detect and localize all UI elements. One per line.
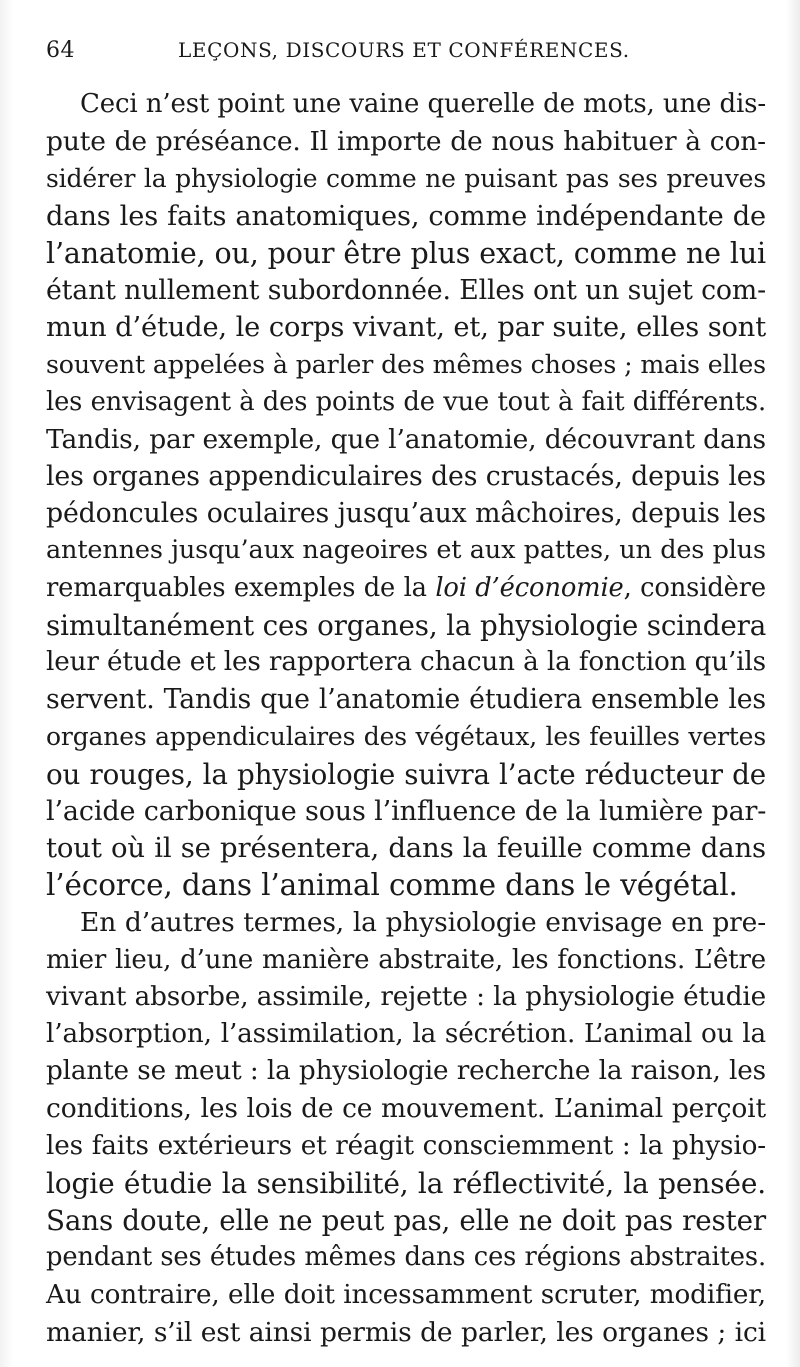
text-line: mier lieu, d’une manière abstraite, les fonctions. L’être [46, 944, 766, 975]
running-head [46, 38, 766, 78]
text-line: les faits extérieurs et réagit consciemment : la physio- [46, 1130, 766, 1161]
text-line: l’écorce, dans l’animal comme dans le végétal. [46, 868, 738, 903]
text-line: servent. Tandis que l’anatomie étudiera ensemble les [46, 684, 766, 716]
text-line: organes appendiculaires des végétaux, les feuilles vertes [46, 722, 766, 752]
paragraph-1 [46, 86, 766, 904]
italic-term: loi d’économie [435, 572, 624, 603]
body-text [46, 86, 766, 1351]
text-line: pendant ses études mêmes dans ces régions abstraites. [46, 1242, 766, 1273]
text-line: dans les faits anatomiques, comme indépendante de [46, 200, 766, 232]
text-line: Sans doute, elle ne peut pas, elle ne doit pas rester [46, 1204, 766, 1238]
text-line: En d’autres termes, la physiologie envisage en pre- [80, 907, 766, 939]
text-line: plante se meut : la physiologie recherche la raison, les [46, 1056, 766, 1087]
text-line: Tandis, par exemple, que l’anatomie, découvrant dans [46, 423, 766, 455]
paragraph-2 [46, 904, 766, 1350]
running-title: LEÇONS, DISCOURS ET CONFÉRENCES. [178, 38, 630, 62]
text-line: les organes appendiculaires des crustacés, depuis les [46, 461, 766, 493]
text-line: l’anatomie, ou, pour être plus exact, comme ne lui [46, 236, 766, 270]
text-line: leur étude et les rapportera chacun à la fonction qu’ils [46, 647, 766, 678]
page-number: 64 [46, 38, 75, 63]
text-line: pute de préséance. Il importe de nous habituer à con- [46, 126, 766, 158]
text-line: simultanément ces organes, la physiologie scindera [46, 608, 767, 642]
text-line-with-italic [46, 570, 766, 607]
text-line: antennes jusqu’aux nageoires et aux pattes, un des plus [46, 535, 766, 566]
text-line: Au contraire, elle doit incessamment scruter, modifier, [46, 1279, 766, 1310]
text-line: vivant absorbe, assimile, rejette : la physiologie étudie [46, 981, 766, 1012]
text-line: Ceci n’est point une vaine querelle de mots, une dis- [80, 89, 766, 119]
text-line: l’acide carbonique sous l’influence de la lumière par- [46, 795, 767, 827]
text-line: les envisagent à des points de vue tout à fait différents. [46, 386, 766, 417]
text-line: étant nullement subordonnée. Elles ont un sujet com- [46, 275, 766, 307]
text-line: mun d’étude, le corps vivant, et, par suite, elles sont [46, 312, 766, 344]
text-line: conditions, les lois de ce mouvement. L’animal perçoit [46, 1093, 766, 1125]
text-segment: remarquables exemples de la [46, 572, 436, 603]
text-line: sidérer la physiologie comme ne puisant pas ses preuves [46, 164, 766, 194]
text-line: ou rouges, la physiologie suivra l’acte réducteur de [46, 757, 766, 791]
text-line: tout où il se présentera, dans la feuille comme dans [46, 832, 766, 865]
text-segment: , considère [623, 572, 766, 603]
text-line: logie étudie la sensibilité, la réflectivité, la pensée. [46, 1166, 766, 1200]
text-line: souvent appelées à parler des mêmes choses ; mais elles [46, 350, 766, 380]
text-line: pédoncules oculaires jusqu’aux mâchoires, depuis les [46, 498, 766, 530]
text-line: manier, s’il est ainsi permis de parler, les organes ; ici [46, 1316, 766, 1348]
text-line: l’absorption, l’assimilation, la sécrétion. L’animal ou la [46, 1019, 766, 1050]
